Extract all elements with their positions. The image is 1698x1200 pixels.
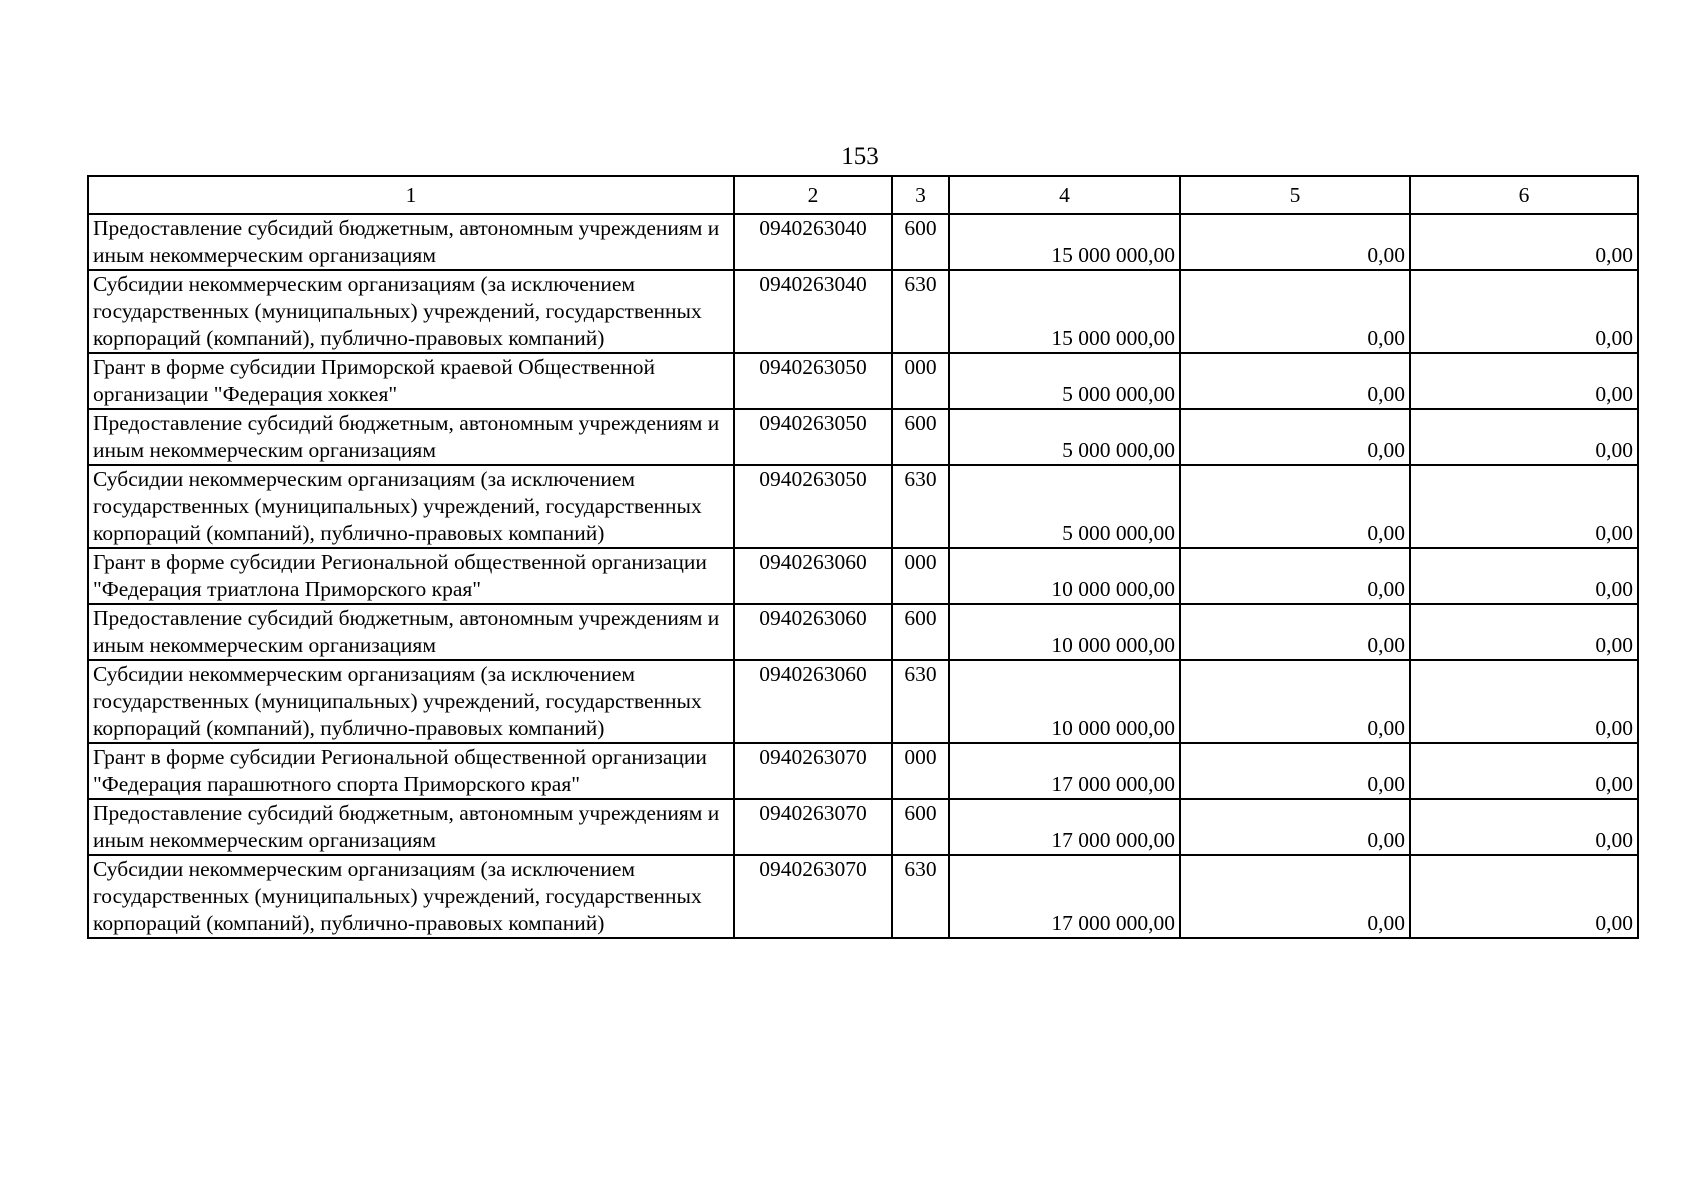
table-row: [88, 353, 1638, 409]
row-value-6: 0,00: [1410, 604, 1638, 660]
header-col-4: 4: [949, 176, 1180, 214]
header-col-6: 6: [1410, 176, 1638, 214]
row-name: Грант в форме субсидии Региональной общественной организации "Федерация триатлона Приморского края": [88, 548, 734, 604]
table-row: [88, 548, 1638, 604]
row-type: 600: [892, 604, 949, 660]
row-code: 0940263070: [734, 855, 892, 938]
row-name: Предоставление субсидий бюджетным, автономным учреждениям и иным некоммерческим организациям: [88, 604, 734, 660]
row-code: 0940263060: [734, 660, 892, 743]
header-row: [88, 176, 1638, 214]
row-type: 000: [892, 353, 949, 409]
header-col-1: 1: [88, 176, 734, 214]
row-code: 0940263050: [734, 409, 892, 465]
row-name: Предоставление субсидий бюджетным, автономным учреждениям и иным некоммерческим организациям: [88, 214, 734, 270]
row-value-4: 15 000 000,00: [949, 214, 1180, 270]
row-value-6: 0,00: [1410, 660, 1638, 743]
row-value-5: 0,00: [1180, 604, 1410, 660]
row-value-6: 0,00: [1410, 548, 1638, 604]
row-code: 0940263050: [734, 465, 892, 548]
row-value-4: 10 000 000,00: [949, 604, 1180, 660]
table-row: [88, 604, 1638, 660]
row-value-6: 0,00: [1410, 465, 1638, 548]
table-body: [88, 214, 1638, 938]
row-type: 000: [892, 743, 949, 799]
row-value-6: 0,00: [1410, 855, 1638, 938]
row-type: 630: [892, 660, 949, 743]
table-row: [88, 855, 1638, 938]
row-type: 000: [892, 548, 949, 604]
row-value-5: 0,00: [1180, 799, 1410, 855]
row-name: Субсидии некоммерческим организациям (за исключением государственных (муниципальных) учреждений, государственных корпораций (компаний), публично-правовых компаний): [88, 855, 734, 938]
row-name: Грант в форме субсидии Приморской краевой Общественной организации "Федерация хоккея": [88, 353, 734, 409]
row-value-4: 17 000 000,00: [949, 855, 1180, 938]
row-value-4: 17 000 000,00: [949, 799, 1180, 855]
row-value-6: 0,00: [1410, 214, 1638, 270]
row-value-6: 0,00: [1410, 270, 1638, 353]
row-value-6: 0,00: [1410, 409, 1638, 465]
row-value-4: 5 000 000,00: [949, 465, 1180, 548]
page-number: 153: [841, 143, 879, 170]
row-code: 0940263040: [734, 214, 892, 270]
row-type: 600: [892, 214, 949, 270]
row-value-6: 0,00: [1410, 353, 1638, 409]
row-name: Субсидии некоммерческим организациям (за исключением государственных (муниципальных) учреждений, государственных корпораций (компаний), публично-правовых компаний): [88, 465, 734, 548]
row-name: Субсидии некоммерческим организациям (за исключением государственных (муниципальных) учреждений, государственных корпораций (компаний), публично-правовых компаний): [88, 270, 734, 353]
header-col-2: 2: [734, 176, 892, 214]
table-row: [88, 660, 1638, 743]
row-name: Предоставление субсидий бюджетным, автономным учреждениям и иным некоммерческим организациям: [88, 409, 734, 465]
row-code: 0940263040: [734, 270, 892, 353]
row-name: Субсидии некоммерческим организациям (за исключением государственных (муниципальных) учреждений, государственных корпораций (компаний), публично-правовых компаний): [88, 660, 734, 743]
header-col-3: 3: [892, 176, 949, 214]
row-type: 630: [892, 855, 949, 938]
row-type: 630: [892, 270, 949, 353]
table-row: [88, 743, 1638, 799]
table-row: [88, 214, 1638, 270]
row-value-4: 17 000 000,00: [949, 743, 1180, 799]
row-value-4: 10 000 000,00: [949, 548, 1180, 604]
row-value-4: 5 000 000,00: [949, 353, 1180, 409]
row-name: Предоставление субсидий бюджетным, автономным учреждениям и иным некоммерческим организациям: [88, 799, 734, 855]
header-col-5: 5: [1180, 176, 1410, 214]
row-value-6: 0,00: [1410, 743, 1638, 799]
row-code: 0940263060: [734, 604, 892, 660]
row-type: 630: [892, 465, 949, 548]
row-value-5: 0,00: [1180, 270, 1410, 353]
row-value-5: 0,00: [1180, 214, 1410, 270]
row-code: 0940263070: [734, 799, 892, 855]
row-value-5: 0,00: [1180, 660, 1410, 743]
row-value-5: 0,00: [1180, 409, 1410, 465]
row-value-4: 15 000 000,00: [949, 270, 1180, 353]
table-row: [88, 409, 1638, 465]
row-value-4: 10 000 000,00: [949, 660, 1180, 743]
budget-table: [87, 175, 1639, 939]
row-type: 600: [892, 799, 949, 855]
row-type: 600: [892, 409, 949, 465]
table-row: [88, 465, 1638, 548]
row-code: 0940263070: [734, 743, 892, 799]
row-value-6: 0,00: [1410, 799, 1638, 855]
row-value-5: 0,00: [1180, 465, 1410, 548]
row-value-5: 0,00: [1180, 353, 1410, 409]
row-code: 0940263060: [734, 548, 892, 604]
row-code: 0940263050: [734, 353, 892, 409]
row-value-5: 0,00: [1180, 548, 1410, 604]
row-value-5: 0,00: [1180, 743, 1410, 799]
row-name: Грант в форме субсидии Региональной общественной организации "Федерация парашютного спорта Приморского края": [88, 743, 734, 799]
table-header: [88, 176, 1638, 214]
row-value-5: 0,00: [1180, 855, 1410, 938]
row-value-4: 5 000 000,00: [949, 409, 1180, 465]
table-row: [88, 270, 1638, 353]
table-row: [88, 799, 1638, 855]
